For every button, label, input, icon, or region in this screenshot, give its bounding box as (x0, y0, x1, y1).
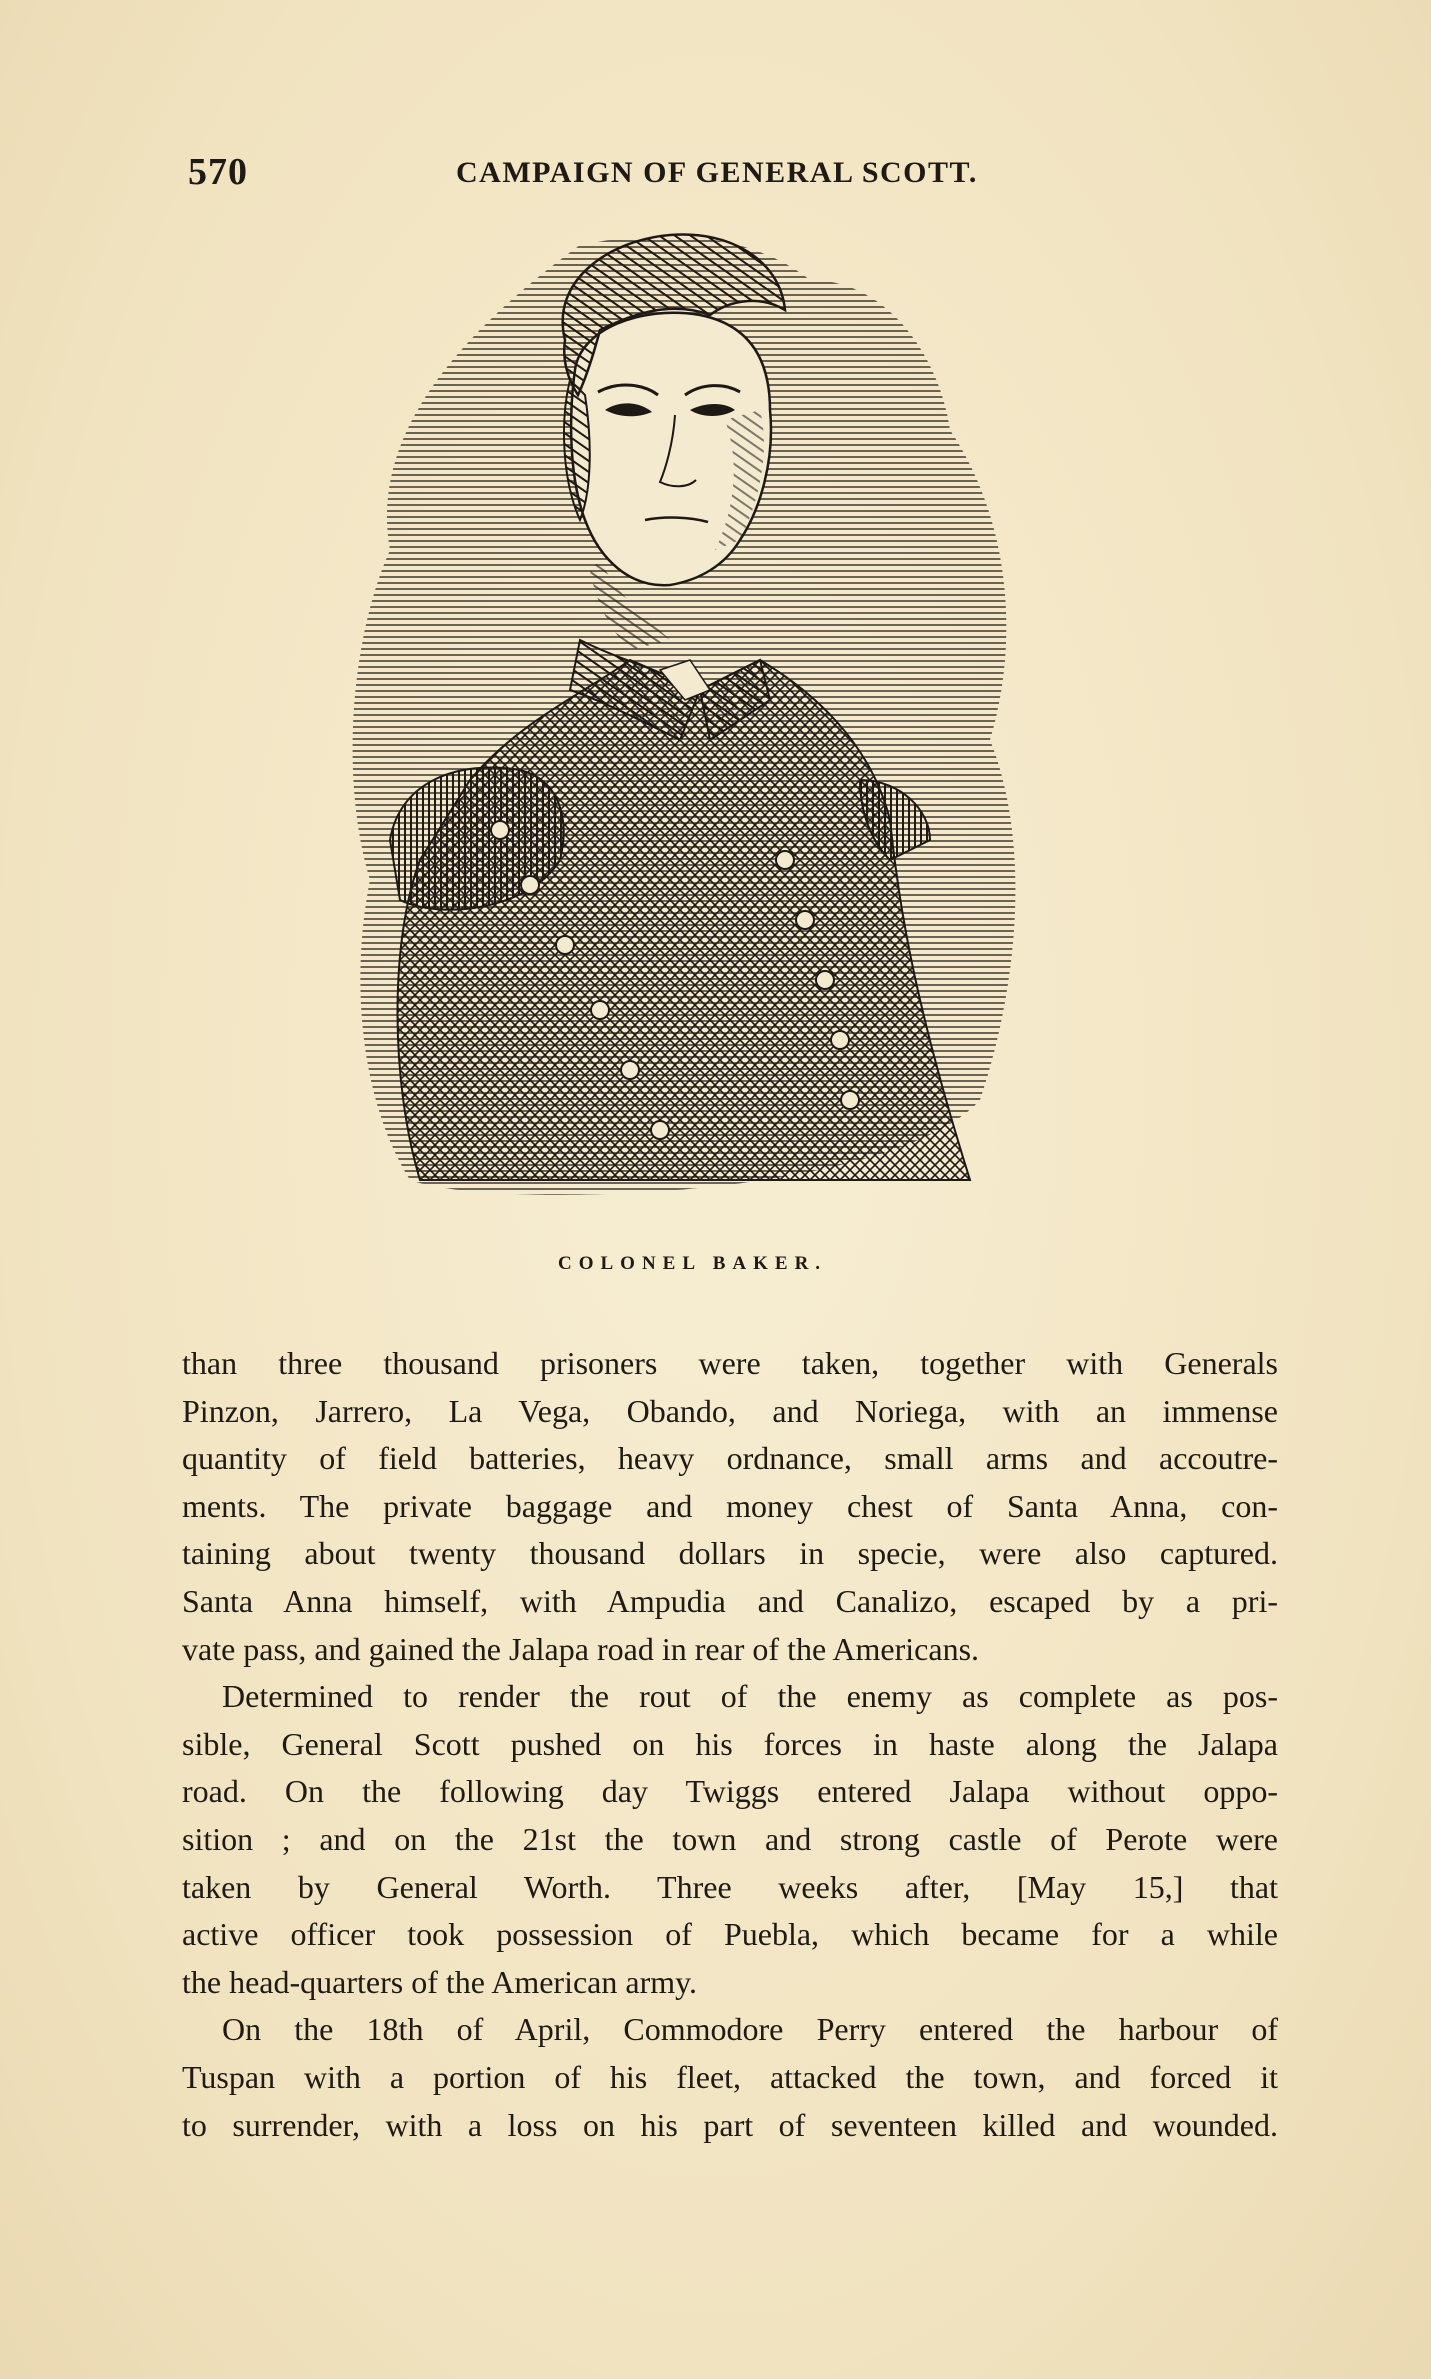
text-line: taining about twenty thousand dollars in specie, were also captured. (182, 1535, 1278, 1572)
text-line: road. On the following day Twiggs entered Jalapa without oppo- (182, 1773, 1278, 1810)
text-line: the head-quarters of the American army. (182, 1963, 698, 2000)
text-line: vate pass, and gained the Jalapa road in rear of the Americans. (182, 1630, 980, 1667)
text-line: sible, General Scott pushed on his forces in haste along the Jalapa (182, 1725, 1278, 1762)
page-number: 570 (188, 151, 248, 193)
text-line: quantity of field batteries, heavy ordnance, small arms and accoutre- (182, 1440, 1278, 1477)
page-header (188, 150, 1278, 210)
text-line: Determined to render the rout of the enemy as complete as pos- (222, 1678, 1278, 1715)
paragraph-1 (182, 1340, 1278, 1673)
text-line: than three thousand prisoners were taken, together with Generals (182, 1345, 1278, 1381)
text-line: On the 18th of April, Commodore Perry entered the harbour of (222, 2011, 1278, 2048)
text-line: ments. The private baggage and money chest of Santa Anna, con- (182, 1487, 1278, 1524)
text-line: Tuspan with a portion of his fleet, attacked the town, and forced it (182, 2058, 1278, 2095)
text-line: active officer took possession of Puebla, which became for a while (182, 1916, 1278, 1953)
body-text (182, 1340, 1278, 2149)
text-line: to surrender, with a loss on his part of seventeen killed and wounded. (182, 2106, 1278, 2143)
figure-caption: COLONEL BAKER. (558, 1253, 828, 1274)
portrait-engraving (330, 220, 1110, 1230)
text-line: taken by General Worth. Three weeks after, [May 15,] that (182, 1868, 1278, 1905)
running-title: CAMPAIGN OF GENERAL SCOTT. (456, 156, 978, 189)
text-line: sition ; and on the 21st the town and strong castle of Perote were (182, 1820, 1278, 1857)
text-line: Pinzon, Jarrero, La Vega, Obando, and Noriega, with an immense (182, 1392, 1278, 1429)
paragraph-2 (182, 1673, 1278, 2006)
paragraph-3 (182, 2006, 1278, 2149)
text-line: Santa Anna himself, with Ampudia and Canalizo, escaped by a pri- (182, 1582, 1278, 1619)
